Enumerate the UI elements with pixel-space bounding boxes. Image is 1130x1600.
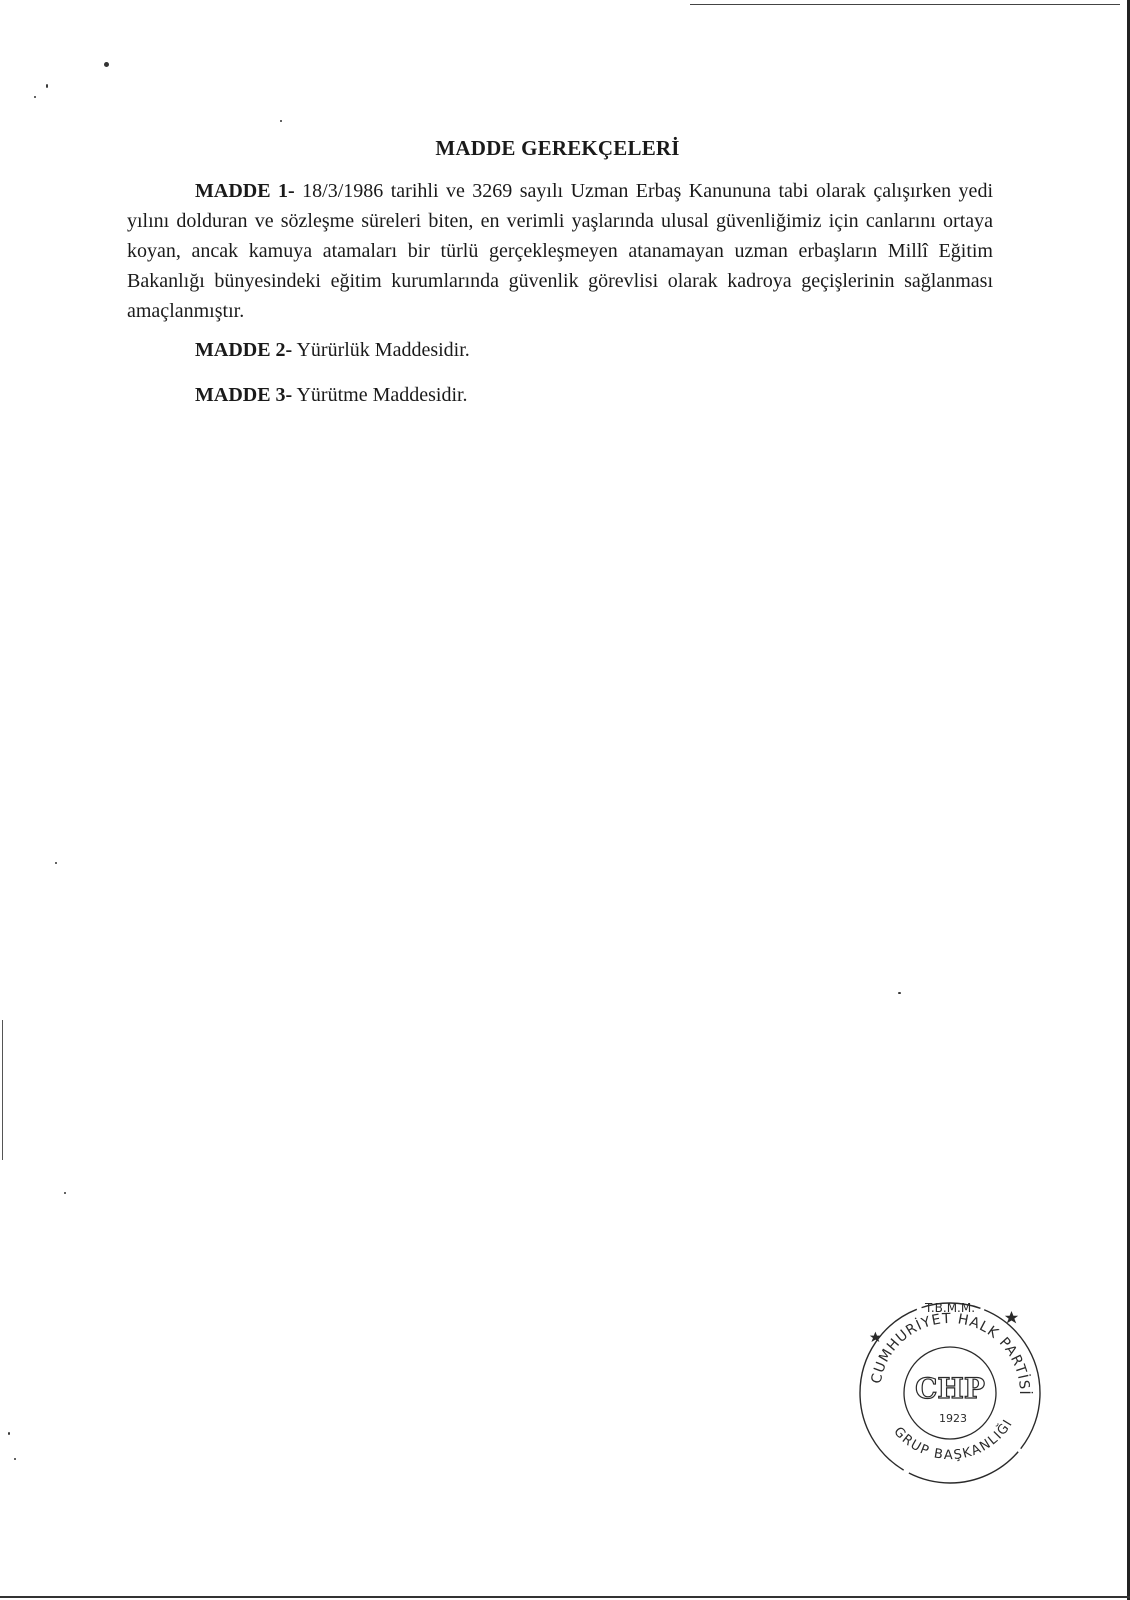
article-3-text: Yürütme Maddesidir. — [292, 384, 468, 406]
article-2-text: Yürürlük Maddesidir. — [292, 339, 470, 361]
scan-artifact-edge — [0, 1596, 1130, 1598]
article-3 — [127, 380, 993, 410]
scan-artifact-edge — [2, 1020, 3, 1160]
scan-speck — [898, 992, 901, 994]
scan-speck — [104, 62, 109, 67]
scan-speck — [64, 1192, 66, 1194]
article-1-text: 18/3/1986 tarihli ve 3269 sayılı Uzman Erbaş Kanununa tabi olarak çalışırken yedi yılını dolduran ve sözleşme süreleri biten, en verimli yaşlarında ulusal güvenliğimiz için canlarını ortaya koyan, ancak kamuya atamaları bir türlü gerçekleşmeyen atanamayan uzman erbaşların Millî Eğitim Bakanlığı bünyesindeki eğitim kurumlarında güvenlik görevlisi olarak kadroya geçişlerinin sağlanması amaçlanmıştır. — [127, 180, 993, 322]
article-2-label: MADDE 2- — [195, 339, 293, 361]
article-1-label: MADDE 1- — [195, 180, 295, 202]
stamp-year: 1923 — [939, 1412, 967, 1425]
scan-speck — [280, 120, 282, 122]
scan-speck — [8, 1432, 10, 1435]
official-stamp — [855, 1298, 1045, 1488]
document-title: MADDE GEREKÇELERİ — [435, 136, 680, 160]
article-2 — [127, 335, 993, 365]
stamp-top-text: T.B.M.M. — [924, 1301, 976, 1315]
scan-speck — [55, 862, 57, 864]
article-1 — [127, 176, 993, 326]
scan-speck — [14, 1458, 16, 1460]
scan-artifact-line — [690, 4, 1120, 5]
article-3-label: MADDE 3- — [195, 384, 293, 406]
scan-speck — [46, 84, 48, 88]
stamp-center-logo: CHP — [915, 1372, 985, 1405]
stamp-ring-text: CUMHURİYET HALK PARTİSİ — [868, 1310, 1033, 1396]
scan-speck — [34, 96, 36, 98]
stamp-bottom-text: GRUP BAŞKANLIĞI — [890, 1416, 1017, 1464]
